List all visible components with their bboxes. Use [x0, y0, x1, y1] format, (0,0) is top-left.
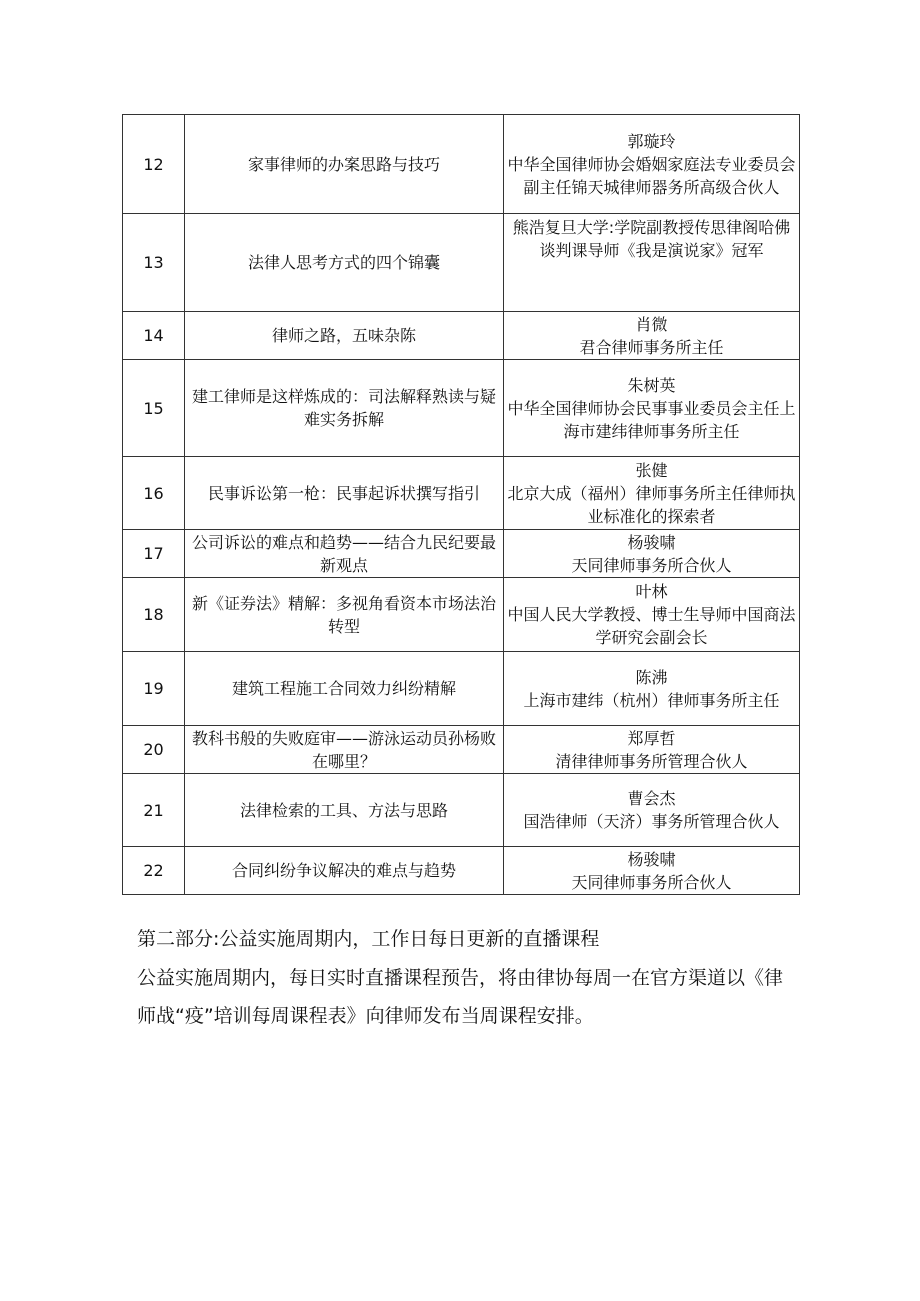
table-row [123, 774, 800, 847]
speaker-description: 中华全国律师协会民事事业委员会主任上海市建纬律师事务所主任 [507, 398, 796, 441]
speaker-name: 叶林 [635, 582, 668, 601]
speaker-cell [504, 115, 800, 214]
speaker-cell [504, 457, 800, 530]
course-title: 公司诉讼的难点和趋势——结合九民纪要最新观点 [185, 530, 504, 578]
course-title: 教科书般的失败庭审——游泳运动员孙杨败在哪里？ [185, 726, 504, 774]
speaker-description: 中国人民大学教授、博士生导师中国商法学研究会副会长 [507, 605, 796, 647]
table-row [123, 847, 800, 895]
speaker-description: 北京大成（福州）律师事务所主任律师执业标准化的探索者 [507, 483, 796, 526]
speaker-name: 杨骏啸 [627, 532, 676, 552]
speaker-name: 曹会杰 [627, 789, 676, 808]
row-number: 16 [123, 457, 185, 530]
speaker-description: 天同律师事务所合伙人 [571, 872, 732, 892]
speaker-name: 肖微 [635, 314, 668, 334]
course-title: 律师之路，五味杂陈 [185, 312, 504, 360]
course-title: 建工律师是这样炼成的：司法解释熟读与疑难实务拆解 [185, 360, 504, 457]
table-row [123, 214, 800, 312]
speaker-cell [504, 312, 800, 360]
speaker-description: 清律律师事务所管理合伙人 [555, 751, 748, 771]
speaker-description: 天同律师事务所合伙人 [571, 555, 732, 575]
row-number: 21 [123, 774, 185, 847]
speaker-cell [504, 360, 800, 457]
speaker-name: 朱树英 [627, 375, 676, 395]
course-title: 新《证券法》精解：多视角看资本市场法治转型 [185, 578, 504, 652]
row-number: 13 [123, 214, 185, 312]
speaker-cell [504, 774, 800, 847]
course-table [122, 114, 800, 895]
table-row [123, 360, 800, 457]
section-heading: 第二部分:公益实施周期内，工作日每日更新的直播课程 [137, 928, 600, 950]
table-row [123, 115, 800, 214]
speaker-name: 杨骏啸 [627, 849, 676, 869]
speaker-name: 陈沸 [635, 667, 668, 687]
table-row [123, 726, 800, 774]
table-row [123, 457, 800, 530]
speaker-cell [504, 530, 800, 578]
section-paragraph: 公益实施周期内，每日实时直播课程预告，将由律协每周一在官方渠道以《律师战“疫”培训每周课程表》向律师发布当周课程安排。 [137, 967, 784, 1027]
course-title: 法律检索的工具、方法与思路 [185, 774, 504, 847]
course-title: 建筑工程施工合同效力纠纷精解 [185, 652, 504, 726]
speaker-description: 中华全国律师协会婚姻家庭法专业委员会副主任锦天城律师器务所高级合伙人 [507, 154, 796, 197]
speaker-name: 郑厚哲 [627, 728, 676, 748]
row-number: 12 [123, 115, 185, 214]
speaker-description: 熊浩复旦大学:学院副教授传思律阁哈佛谈判课导师《我是演说家》冠军 [512, 218, 791, 260]
table-row [123, 578, 800, 652]
course-title: 合同纠纷争议解决的难点与趋势 [185, 847, 504, 895]
speaker-description: 国浩律师（天济）事务所管理合伙人 [523, 812, 780, 831]
row-number: 18 [123, 578, 185, 652]
table-row [123, 652, 800, 726]
row-number: 22 [123, 847, 185, 895]
table-row [123, 530, 800, 578]
speaker-cell [504, 214, 800, 312]
row-number: 20 [123, 726, 185, 774]
course-title: 家事律师的办案思路与技巧 [185, 115, 504, 214]
speaker-cell [504, 847, 800, 895]
speaker-cell [504, 726, 800, 774]
row-number: 19 [123, 652, 185, 726]
speaker-description: 上海市建纬（杭州）律师事务所主任 [523, 690, 780, 710]
row-number: 15 [123, 360, 185, 457]
row-number: 14 [123, 312, 185, 360]
course-title: 法律人思考方式的四个锦囊 [185, 214, 504, 312]
speaker-cell [504, 578, 800, 652]
speaker-name: 张健 [635, 460, 668, 480]
speaker-cell [504, 652, 800, 726]
course-title: 民事诉讼第一枪：民事起诉状撰写指引 [185, 457, 504, 530]
row-number: 17 [123, 530, 185, 578]
speaker-description: 君合律师事务所主任 [579, 337, 724, 357]
speaker-name: 郭璇玲 [627, 131, 676, 151]
table-row [123, 312, 800, 360]
